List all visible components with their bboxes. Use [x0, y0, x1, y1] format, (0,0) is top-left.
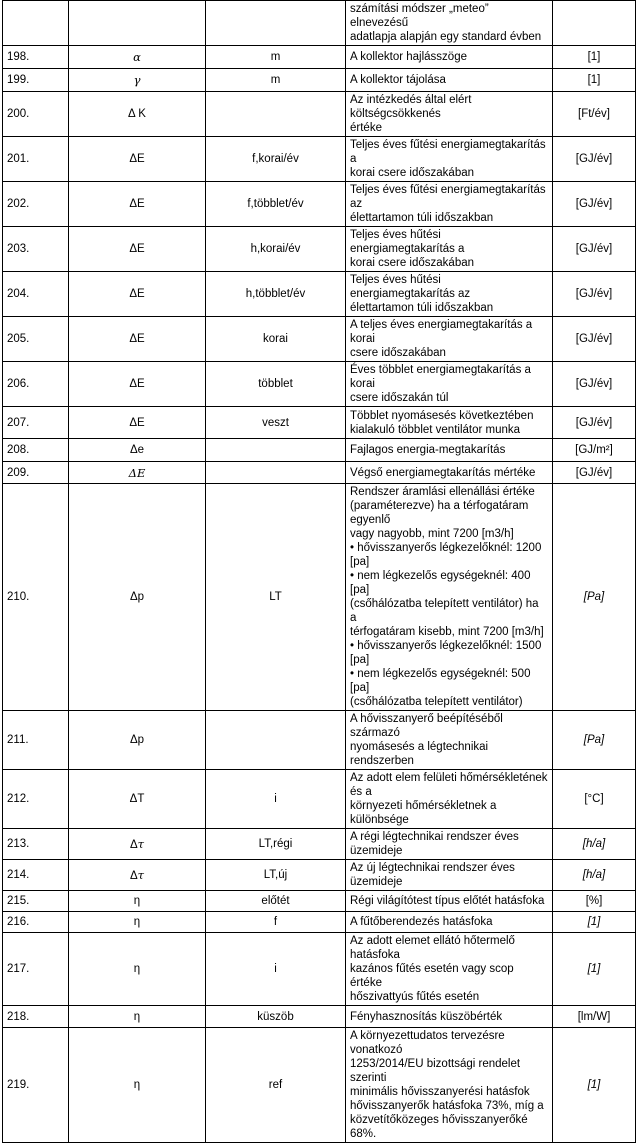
subscript: h,korai/év	[206, 227, 346, 272]
description-line: csere időszakában	[350, 347, 446, 359]
description-line: Az adott elemet ellátó hőtermelő hatásfoka	[350, 935, 515, 961]
row-number: 218.	[3, 1006, 69, 1028]
description-line: Többlet nyomásesés következtében	[350, 409, 534, 422]
unit: [GJ/év]	[553, 272, 636, 317]
description	[346, 829, 553, 860]
row-number: 219.	[3, 1028, 69, 1143]
description-line: A régi légtechnikai rendszer éves üzemideje	[350, 831, 519, 857]
symbol: Δτ	[69, 860, 206, 891]
description-line: Teljes éves fűtési energiamegtakarítás a	[350, 139, 546, 165]
description-line: adatlapja alapján egy standard évben	[350, 31, 542, 43]
row-number: 209.	[3, 462, 69, 484]
description	[346, 92, 553, 137]
unit: [h/a]	[553, 860, 636, 891]
table-row	[3, 912, 636, 933]
subscript: ref	[206, 1028, 346, 1143]
table-row	[3, 407, 636, 439]
unit: [GJ/év]	[553, 137, 636, 182]
description-line: (csőhálózatba telepített ventilátor)	[350, 696, 523, 708]
symbol: ΔE	[69, 227, 206, 272]
subscript: LT	[206, 484, 346, 711]
description-line: • nem légkezelős egységeknél: 400 [pa]	[350, 570, 531, 596]
subscript	[206, 462, 346, 484]
description-line: közvetítőközeges hővisszanyerőké 68%.	[350, 1114, 528, 1140]
symbol	[69, 1, 206, 46]
table-row	[3, 92, 636, 137]
table-row	[3, 362, 636, 407]
description-line: (paraméterezve) ha a térfogatáram egyenlő	[350, 500, 529, 526]
description	[346, 711, 553, 770]
table-row	[3, 439, 636, 462]
unit: [Ft/év]	[553, 92, 636, 137]
description	[346, 912, 553, 933]
table-row	[3, 272, 636, 317]
subscript: veszt	[206, 407, 346, 439]
row-number: 212.	[3, 770, 69, 829]
unit: [%]	[553, 891, 636, 912]
symbol: η	[69, 912, 206, 933]
row-number	[3, 1, 69, 46]
symbol: ΔE	[69, 272, 206, 317]
subscript: f,többlet/év	[206, 182, 346, 227]
description	[346, 891, 553, 912]
description-line: Fényhasznosítás küszöbérték	[350, 1010, 503, 1023]
subscript	[206, 711, 346, 770]
description	[346, 407, 553, 439]
symbol: ΔE	[69, 362, 206, 407]
description-line: • nem légkezelős egységeknél: 500 [pa]	[350, 668, 531, 694]
row-number: 199.	[3, 69, 69, 92]
subscript: i	[206, 933, 346, 1006]
description-line: (csőhálózatba telepített ventilátor) ha a	[350, 598, 539, 624]
symbol: η	[69, 891, 206, 912]
row-number: 205.	[3, 317, 69, 362]
symbol: ΔT	[69, 770, 206, 829]
row-number: 206.	[3, 362, 69, 407]
description-line: értéke	[350, 122, 382, 134]
subscript: f	[206, 912, 346, 933]
table-row	[3, 317, 636, 362]
symbol: ΔE	[69, 462, 206, 484]
table-row	[3, 137, 636, 182]
subscript: f,korai/év	[206, 137, 346, 182]
unit: [Pa]	[553, 484, 636, 711]
description-line: A kollektor tájolása	[350, 74, 446, 86]
symbol: α	[69, 46, 206, 69]
subscript: LT,új	[206, 860, 346, 891]
table-row	[3, 829, 636, 860]
description-line: környezeti hőmérsékletnek a különbsége	[350, 800, 497, 826]
unit: [h/a]	[553, 829, 636, 860]
description	[346, 770, 553, 829]
table-row	[3, 891, 636, 912]
description-line: élettartamon túli időszakban	[350, 212, 494, 224]
description	[346, 182, 553, 227]
description-line: Éves többlet energiamegtakarítás a korai	[350, 364, 531, 390]
row-number: 214.	[3, 860, 69, 891]
symbol: ΔE	[69, 317, 206, 362]
symbols-table	[2, 0, 636, 1143]
symbol: ΔE	[69, 407, 206, 439]
table-row	[3, 933, 636, 1006]
row-number: 203.	[3, 227, 69, 272]
description-line: nyomásesés a légtechnikai rendszerben	[350, 741, 489, 767]
description-line: élettartamon túli időszakban	[350, 302, 494, 314]
description	[346, 69, 553, 92]
unit: [1]	[553, 933, 636, 1006]
description-line: A környezettudatos tervezésre vonatkozó	[350, 1030, 505, 1056]
description-line: Régi világítótest típus előtét hatásfoka	[350, 895, 545, 907]
symbol: Δp	[69, 484, 206, 711]
unit: [GJ/év]	[553, 407, 636, 439]
subscript	[206, 439, 346, 462]
description-line: korai csere időszakában	[350, 167, 475, 179]
row-number: 200.	[3, 92, 69, 137]
subscript: küszöb	[206, 1006, 346, 1028]
description	[346, 933, 553, 1006]
description-line: csere időszakán túl	[350, 392, 449, 404]
subscript	[206, 1, 346, 46]
row-number: 213.	[3, 829, 69, 860]
table-row	[3, 484, 636, 711]
symbol: Δ K	[69, 92, 206, 137]
row-number: 215.	[3, 891, 69, 912]
description	[346, 439, 553, 462]
description-line: hővisszanyerők hatásfoka 73%, míg a	[350, 1100, 544, 1112]
description	[346, 362, 553, 407]
description-line: • hővisszanyerős légkezelőknél: 1200 [pa]	[350, 542, 542, 568]
description	[346, 1028, 553, 1143]
description	[346, 137, 553, 182]
unit: [GJ/év]	[553, 362, 636, 407]
description	[346, 860, 553, 891]
description-line: minimális hővisszanyerési hatásfok	[350, 1086, 530, 1098]
description-line: A hővisszanyerő beépítéséből származó	[350, 713, 503, 739]
subscript: LT,régi	[206, 829, 346, 860]
description-line: Az adott elem felületi hőmérsékletének és a	[350, 772, 548, 798]
table-row	[3, 860, 636, 891]
unit: [GJ/év]	[553, 462, 636, 484]
description-line: térfogatáram kisebb, mint 7200 [m3/h]	[350, 626, 544, 638]
row-number: 207.	[3, 407, 69, 439]
row-number: 201.	[3, 137, 69, 182]
table-row	[3, 1, 636, 46]
row-number: 217.	[3, 933, 69, 1006]
description-line: kialakuló többlet ventilátor munka	[350, 423, 521, 436]
description	[346, 1, 553, 46]
symbol: Δτ	[69, 829, 206, 860]
description-line: kazános fűtés esetén vagy scop értéke	[350, 963, 514, 989]
unit: [GJ/év]	[553, 317, 636, 362]
unit: [°C]	[553, 770, 636, 829]
description	[346, 484, 553, 711]
unit: [GJ/év]	[553, 182, 636, 227]
table-row	[3, 182, 636, 227]
description-line: Fajlagos energia-megtakarítás	[350, 444, 506, 456]
subscript	[206, 92, 346, 137]
description-line: Teljes éves hűtési energiamegtakarítás a	[350, 229, 465, 255]
table-row	[3, 69, 636, 92]
description-line: Teljes éves hűtési energiamegtakarítás az	[350, 274, 471, 300]
symbol: ΔE	[69, 137, 206, 182]
subscript: m	[206, 46, 346, 69]
row-number: 204.	[3, 272, 69, 317]
unit: [1]	[553, 912, 636, 933]
row-number: 208.	[3, 439, 69, 462]
symbol: Δp	[69, 711, 206, 770]
description-line: A fűtőberendezés hatásfoka	[350, 916, 493, 928]
description-line: Az intézkedés által elért költségcsökkenés	[350, 94, 472, 120]
description	[346, 1006, 553, 1028]
description-line: Teljes éves fűtési energiamegtakarítás az	[350, 184, 546, 210]
table-row	[3, 1006, 636, 1028]
table-row	[3, 227, 636, 272]
table-row	[3, 1028, 636, 1143]
row-number: 202.	[3, 182, 69, 227]
description-line: A teljes éves energiamegtakarítás a korai	[350, 319, 533, 345]
subscript: előtét	[206, 891, 346, 912]
unit	[553, 1, 636, 46]
description-line: számítási módszer „meteo” elnevezésű	[350, 3, 489, 29]
unit: [lm/W]	[553, 1006, 636, 1028]
row-number: 211.	[3, 711, 69, 770]
subscript: i	[206, 770, 346, 829]
table-body	[3, 1, 636, 1143]
row-number: 216.	[3, 912, 69, 933]
unit: [1]	[553, 1028, 636, 1143]
symbol: η	[69, 1006, 206, 1028]
description-line: Az új légtechnikai rendszer éves üzemideje	[350, 862, 515, 888]
symbol: η	[69, 1028, 206, 1143]
description-line: • hővisszanyerős légkezelőknél: 1500 [pa]	[350, 640, 542, 666]
description	[346, 272, 553, 317]
subscript: többlet	[206, 362, 346, 407]
table-row	[3, 711, 636, 770]
subscript: korai	[206, 317, 346, 362]
symbol: γ	[69, 69, 206, 92]
description-line: 1253/2014/EU bizottsági rendelet szerinti	[350, 1058, 521, 1084]
unit: [GJ/m²]	[553, 439, 636, 462]
row-number: 198.	[3, 46, 69, 69]
description-line: A kollektor hajlásszöge	[350, 51, 467, 63]
subscript: m	[206, 69, 346, 92]
description-line: Rendszer áramlási ellenállási értéke	[350, 486, 535, 498]
description-line: korai csere időszakában	[350, 257, 475, 269]
unit: [Pa]	[553, 711, 636, 770]
description-line: Végső energiamegtakarítás mértéke	[350, 466, 536, 479]
table-row	[3, 462, 636, 484]
description	[346, 462, 553, 484]
description	[346, 46, 553, 69]
table-row	[3, 770, 636, 829]
unit: [1]	[553, 69, 636, 92]
symbol: ΔE	[69, 182, 206, 227]
description-line: hőszivattyús fűtés esetén	[350, 991, 480, 1003]
symbol: Δe	[69, 439, 206, 462]
table-row	[3, 46, 636, 69]
subscript: h,többlet/év	[206, 272, 346, 317]
unit: [1]	[553, 46, 636, 69]
description	[346, 227, 553, 272]
description	[346, 317, 553, 362]
row-number: 210.	[3, 484, 69, 711]
symbol: η	[69, 933, 206, 1006]
description-line: vagy nagyobb, mint 7200 [m3/h]	[350, 528, 514, 540]
unit: [GJ/év]	[553, 227, 636, 272]
